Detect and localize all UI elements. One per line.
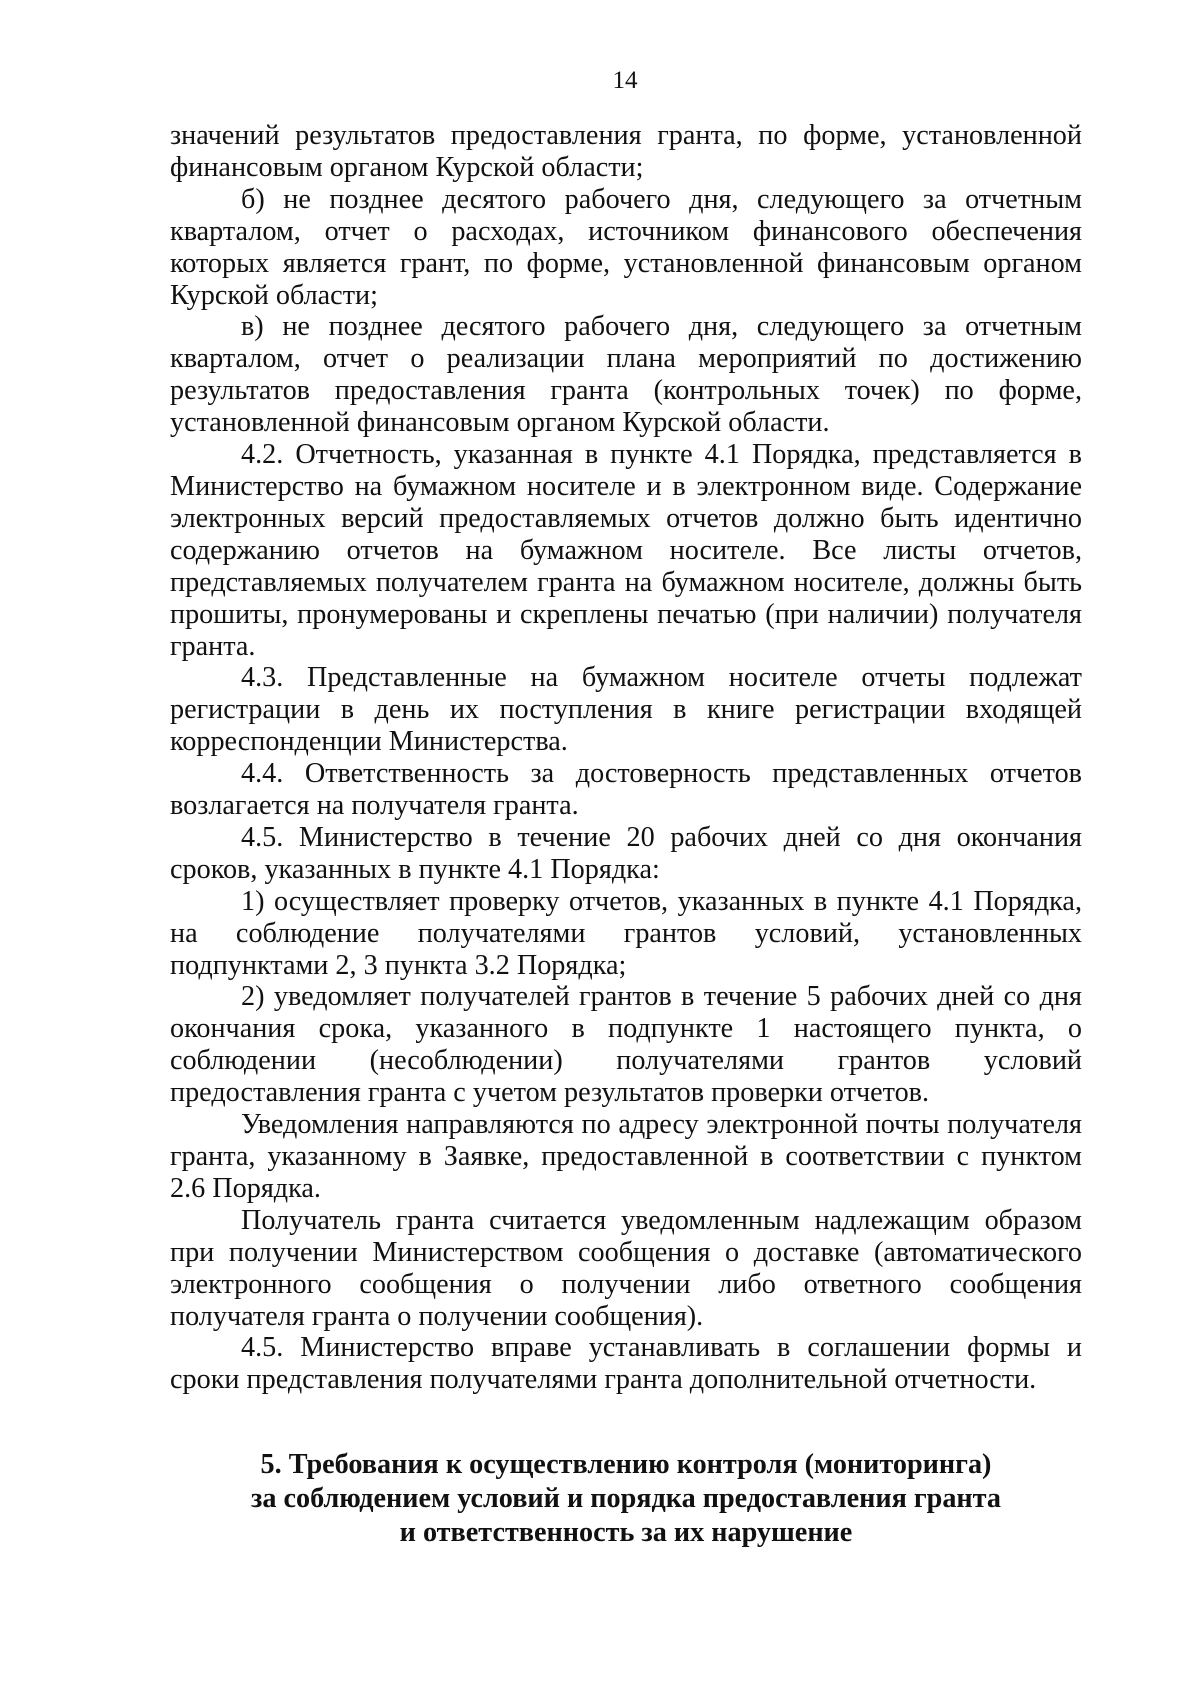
paragraph-4-5: 4.5. Министерство в течение 20 рабочих дней со дня окончания сроков, указанных в пункте 4.1 Порядка: (170, 821, 1082, 885)
section-5-heading (170, 1448, 1082, 1550)
paragraph-4-3: 4.3. Представленные на бумажном носителе отчеты подлежат регистрации в день их поступления в книге регистрации входящей корреспонденции Министерства. (170, 662, 1082, 758)
document-body (170, 120, 1082, 1396)
section-heading-line-1: 5. Требования к осуществлению контроля (мониторинга) (260, 1449, 992, 1480)
paragraph-continuation: значений результатов предоставления гранта, по форме, установленной финансовым органом Курской области; (170, 120, 1082, 183)
paragraph-4-5-item-2: 2) уведомляет получателей грантов в течение 5 рабочих дней со дня окончания срока, указанного в подпункте 1 настоящего пункта, о соблюдении (несоблюдении) получателями грантов условий предоставления гранта с учетом результатов проверки отчетов. (170, 981, 1082, 1109)
section-heading-line-2: за соблюдением условий и порядка предоставления гранта (251, 1483, 1001, 1514)
paragraph-notified: Получатель гранта считается уведомленным надлежащим образом при получении Министерством сообщения о доставке (автоматического электронного сообщения о получении либо ответного сообщения получателя гранта о получении сообщения). (170, 1204, 1082, 1332)
paragraph-4-2: 4.2. Отчетность, указанная в пункте 4.1 Порядка, представляется в Министерство на бумажном носителе и в электронном виде. Содержание электронных версий предоставляемых отчетов должно быть идентично содержанию отчетов на бумажном носителе. Все листы отчетов, представляемых получателем гранта на бумажном носителе, должны быть прошиты, пронумерованы и скреплены печатью (при наличии) получателя гранта. (170, 439, 1082, 662)
paragraph-subitem-v: в) не позднее десятого рабочего дня, следующего за отчетным кварталом, отчет о реализации плана мероприятий по достижению результатов предоставления гранта (контрольных точек) по форме, установленной финансовым органом Курской области. (170, 311, 1082, 439)
page-number: 14 (612, 67, 638, 94)
paragraph-notifications: Уведомления направляются по адресу электронной почты получателя гранта, указанному в Заявке, предоставленной в соответствии с пунктом 2.6 Порядка. (170, 1109, 1082, 1204)
paragraph-4-5-item-1: 1) осуществляет проверку отчетов, указанных в пункте 4.1 Порядка, на соблюдение получателями грантов условий, установленных подпунктами 2, 3 пункта 3.2 Порядка; (170, 885, 1082, 981)
paragraph-4-5-additional: 4.5. Министерство вправе устанавливать в соглашении формы и сроки представления получателями гранта дополнительной отчетности. (170, 1332, 1082, 1396)
paragraph-4-4: 4.4. Ответственность за достоверность представленных отчетов возлагается на получателя гранта. (170, 758, 1082, 822)
section-heading-line-3: и ответственность за их нарушение (399, 1517, 853, 1548)
paragraph-subitem-b: б) не позднее десятого рабочего дня, следующего за отчетным кварталом, отчет о расходах, источником финансового обеспечения которых является грант, по форме, установленной финансовым органом Курской области; (170, 183, 1082, 311)
